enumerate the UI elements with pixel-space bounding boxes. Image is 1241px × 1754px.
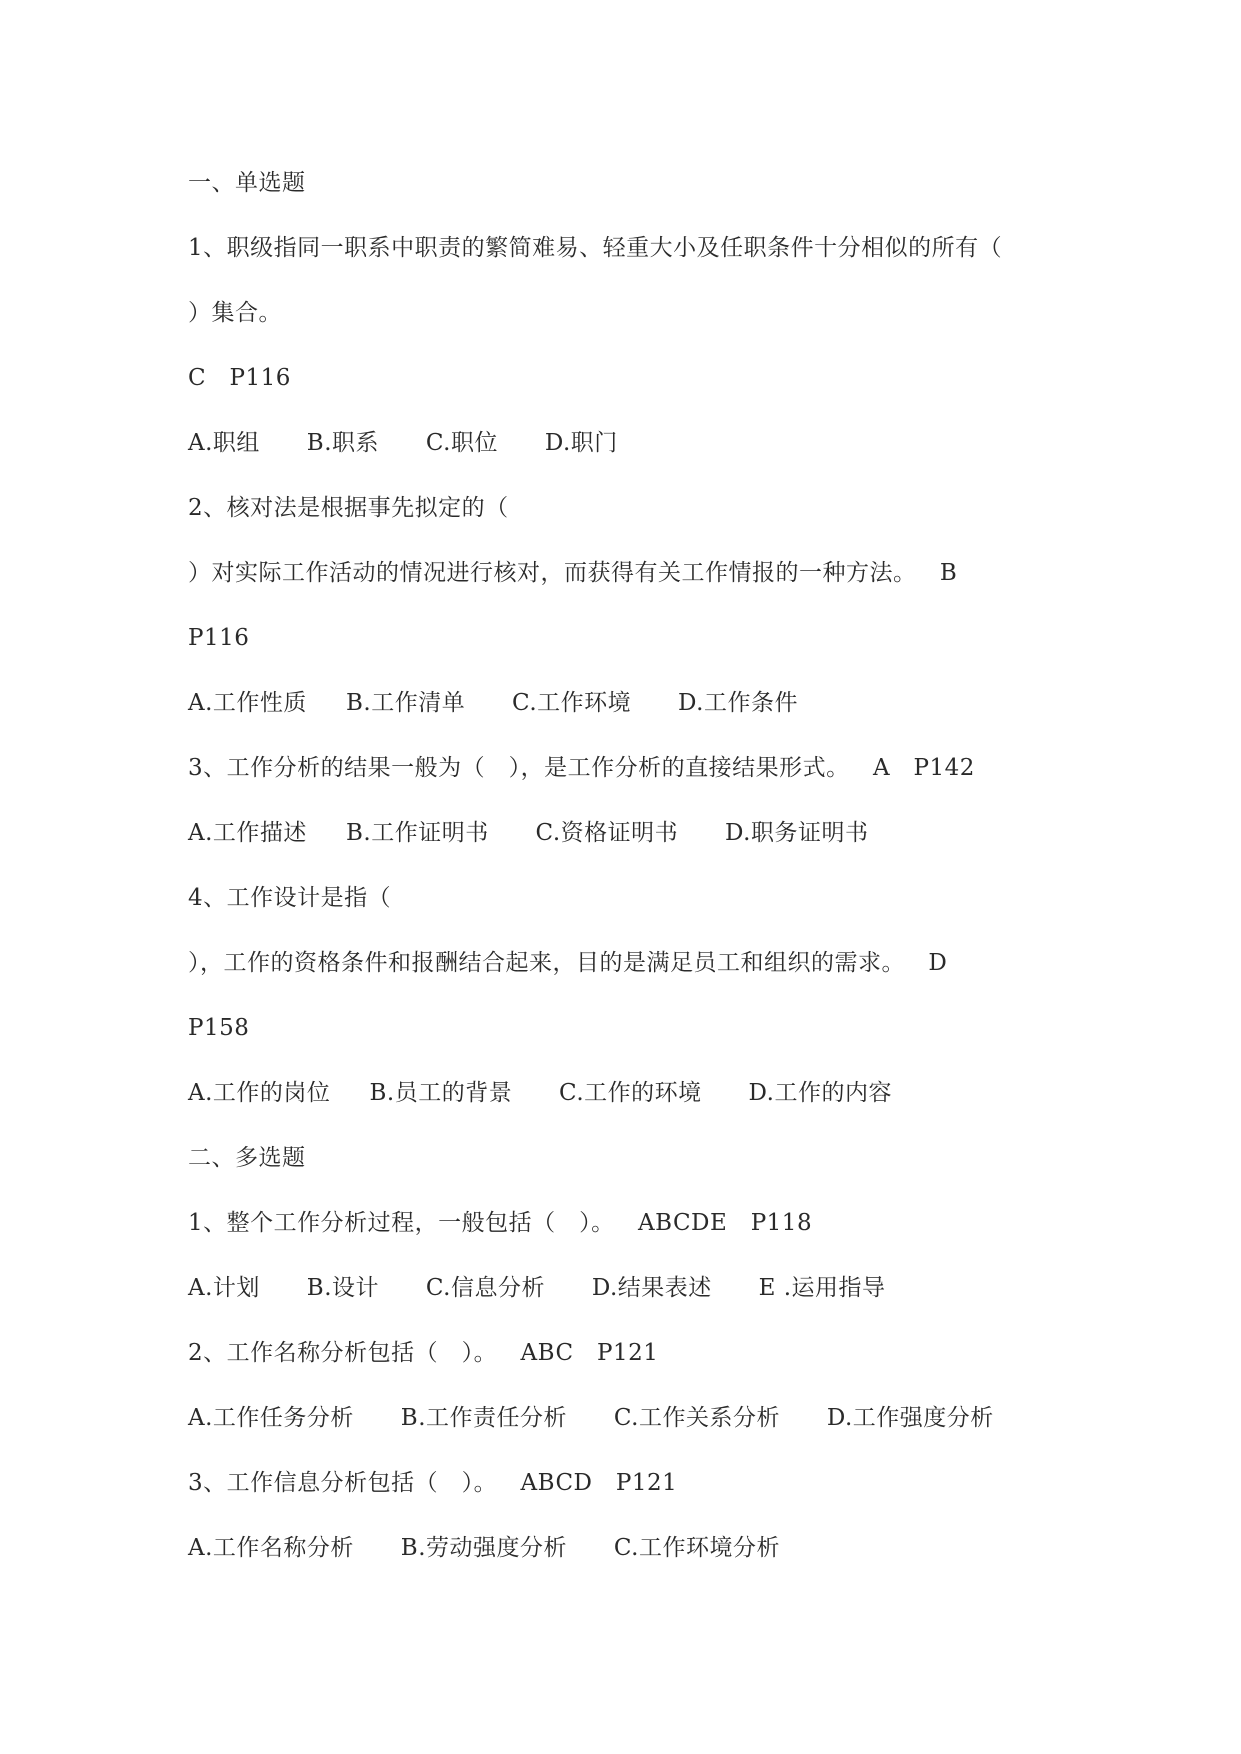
question-3-text: 3、工作分析的结果一般为（ ），是工作分析的直接结果形式。 A P142: [188, 755, 975, 781]
question-1-options: A.职组 B.职系 C.职位 D.职门: [188, 430, 618, 456]
multi-question-1-text: 1、整个工作分析过程，一般包括（ ）。 ABCDE P118: [188, 1210, 813, 1236]
question-3-options: A.工作描述 B.工作证明书 C.资格证明书 D.职务证明书: [188, 820, 869, 846]
question-2-page-ref: P116: [188, 625, 250, 651]
question-4-text-line-1: 4、工作设计是指（: [188, 885, 392, 911]
section-heading-single-choice: 一、单选题: [188, 170, 306, 196]
multi-question-1-options: A.计划 B.设计 C.信息分析 D.结果表述 E .运用指导: [188, 1275, 886, 1301]
question-1-text-line-1: 1、职级指同一职系中职责的繁简难易、轻重大小及任职条件十分相似的所有（: [188, 235, 1003, 261]
question-1-text-line-2: ）集合。: [188, 300, 282, 326]
multi-question-2-options: A.工作任务分析 B.工作责任分析 C.工作关系分析 D.工作强度分析: [188, 1405, 994, 1431]
question-1-answer: C P116: [188, 365, 291, 391]
question-2-text-line-1: 2、核对法是根据事先拟定的（: [188, 495, 509, 521]
question-2-text-line-2: ）对实际工作活动的情况进行核对，而获得有关工作情报的一种方法。 B: [188, 560, 958, 586]
question-2-options: A.工作性质 B.工作清单 C.工作环境 D.工作条件: [188, 690, 798, 716]
multi-question-3-text: 3、工作信息分析包括（ ）。 ABCD P121: [188, 1470, 678, 1496]
section-heading-multiple-choice: 二、多选题: [188, 1145, 306, 1171]
multi-question-3-options: A.工作名称分析 B.劳动强度分析 C.工作环境分析: [188, 1535, 780, 1561]
question-4-text-line-2: ），工作的资格条件和报酬结合起来，目的是满足员工和组织的需求。 D: [188, 950, 948, 976]
question-4-page-ref: P158: [188, 1015, 250, 1041]
question-4-options: A.工作的岗位 B.员工的背景 C.工作的环境 D.工作的内容: [188, 1080, 892, 1106]
multi-question-2-text: 2、工作名称分析包括（ ）。 ABC P121: [188, 1340, 659, 1366]
